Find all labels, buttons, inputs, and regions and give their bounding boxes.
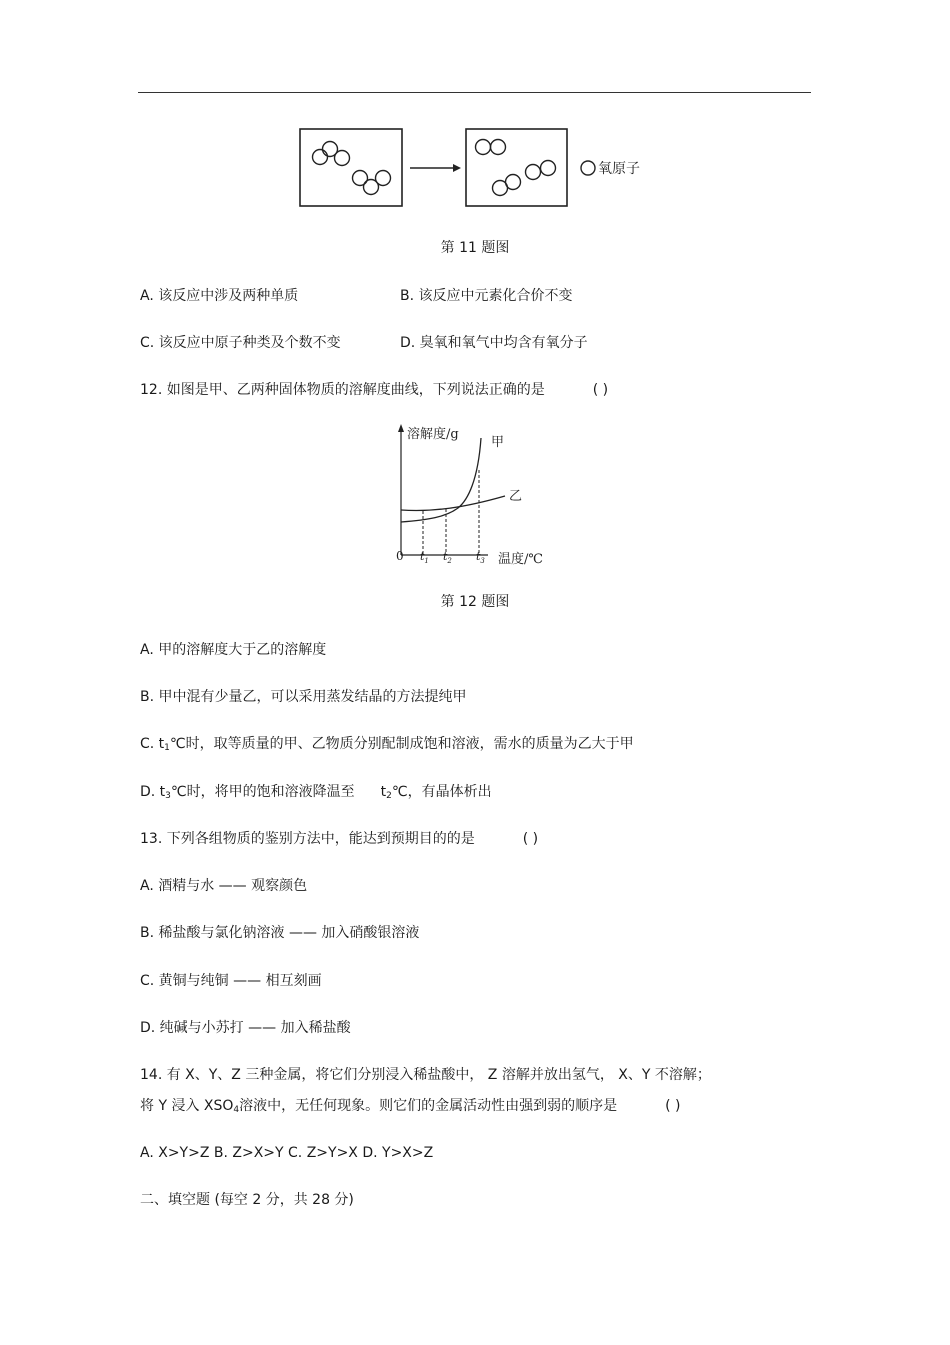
section-2-title: 二、填空题 (每空 2 分，共 28 分) [140, 1192, 354, 1208]
legend-oxygen-atom [581, 161, 595, 175]
q14-stem-line2: 将 Y 浸入 $XSO_4$溶液中，无任何现象。则它们的金属活动性由强到弱的顺序是 ( ) [140, 1098, 681, 1115]
figure-11-diagram [295, 122, 665, 214]
q12-option-d: D. $t_3℃$时，将甲的饱和溶液降温至 $t_2℃$，有晶体析出 [140, 784, 492, 801]
y-axis-arrow [398, 424, 404, 432]
origin-label: 0 [396, 549, 404, 563]
answer-paren: ( ) [665, 1098, 681, 1114]
q11-option-d: D. 臭氧和氧气中均含有氧分子 [400, 335, 588, 351]
q13-option-b: B. 稀盐酸与氯化钠溶液 —— 加入硝酸银溶液 [140, 925, 420, 941]
q13-option-d: D. 纯碱与小苏打 —— 加入稀盐酸 [140, 1020, 351, 1036]
tick-t1: $t_1$ [420, 550, 429, 565]
oxygen-atom [313, 150, 328, 165]
q14-stem-line1: 14. 有 X、Y、Z 三种金属，将它们分别浸入稀盐酸中， Z 溶解并放出氢气， X、Y 不溶解； [140, 1067, 711, 1083]
oxygen-atom [491, 140, 506, 155]
q11-option-c: C. 该反应中原子种类及个数不变 [140, 335, 341, 351]
q11-option-a: A. 该反应中涉及两种单质 [140, 288, 299, 304]
q14-options: A. X>Y>Z B. Z>X>Y C. Z>Y>X D. Y>X>Z [140, 1145, 434, 1161]
figure-12-caption: 第 12 题图 [440, 594, 510, 610]
oxygen-atom [526, 165, 541, 180]
x-axis-label: 温度/℃ [498, 552, 543, 567]
oxygen-atom [476, 140, 491, 155]
y-axis-label: 溶解度/g [407, 427, 459, 442]
tick-t3: $t_3$ [476, 550, 485, 565]
oxygen-atom [376, 171, 391, 186]
q13-option-a: A. 酒精与水 —— 观察颜色 [140, 878, 308, 894]
legend-label: 氧原子 [598, 161, 640, 177]
answer-paren: ( ) [592, 382, 609, 398]
q11-option-b: B. 该反应中元素化合价不变 [400, 288, 573, 304]
oxygen-atom [506, 175, 521, 190]
series-label-yi: 乙 [509, 489, 523, 504]
reaction-arrow-head [453, 164, 461, 172]
oxygen-atom [335, 151, 350, 166]
curve-yi [401, 496, 505, 510]
reactant-box [300, 129, 402, 206]
header-rule [138, 92, 811, 93]
q12-option-c: C. $t_1℃$时，取等质量的甲、乙物质分别配制成饱和溶液，需水的质量为乙大于甲 [140, 736, 634, 753]
tick-t2: $t_2$ [443, 550, 452, 565]
q12-option-a: A. 甲的溶解度大于乙的溶解度 [140, 642, 327, 658]
figure-11-caption: 第 11 题图 [440, 240, 510, 256]
oxygen-atom [541, 161, 556, 176]
product-box [466, 129, 567, 206]
figure-12-solubility-chart [388, 420, 558, 570]
q12-option-b: B. 甲中混有少量乙，可以采用蒸发结晶的方法提纯甲 [140, 689, 467, 705]
q13-stem: 13. 下列各组物质的鉴别方法中，能达到预期目的的是 ( ) [140, 831, 539, 847]
answer-paren: ( ) [522, 831, 539, 847]
series-label-jia: 甲 [491, 435, 505, 450]
q13-option-c: C. 黄铜与纯铜 —— 相互刻画 [140, 973, 322, 989]
q12-stem: 12. 如图是甲、乙两种固体物质的溶解度曲线，下列说法正确的是 ( ) [140, 382, 609, 398]
